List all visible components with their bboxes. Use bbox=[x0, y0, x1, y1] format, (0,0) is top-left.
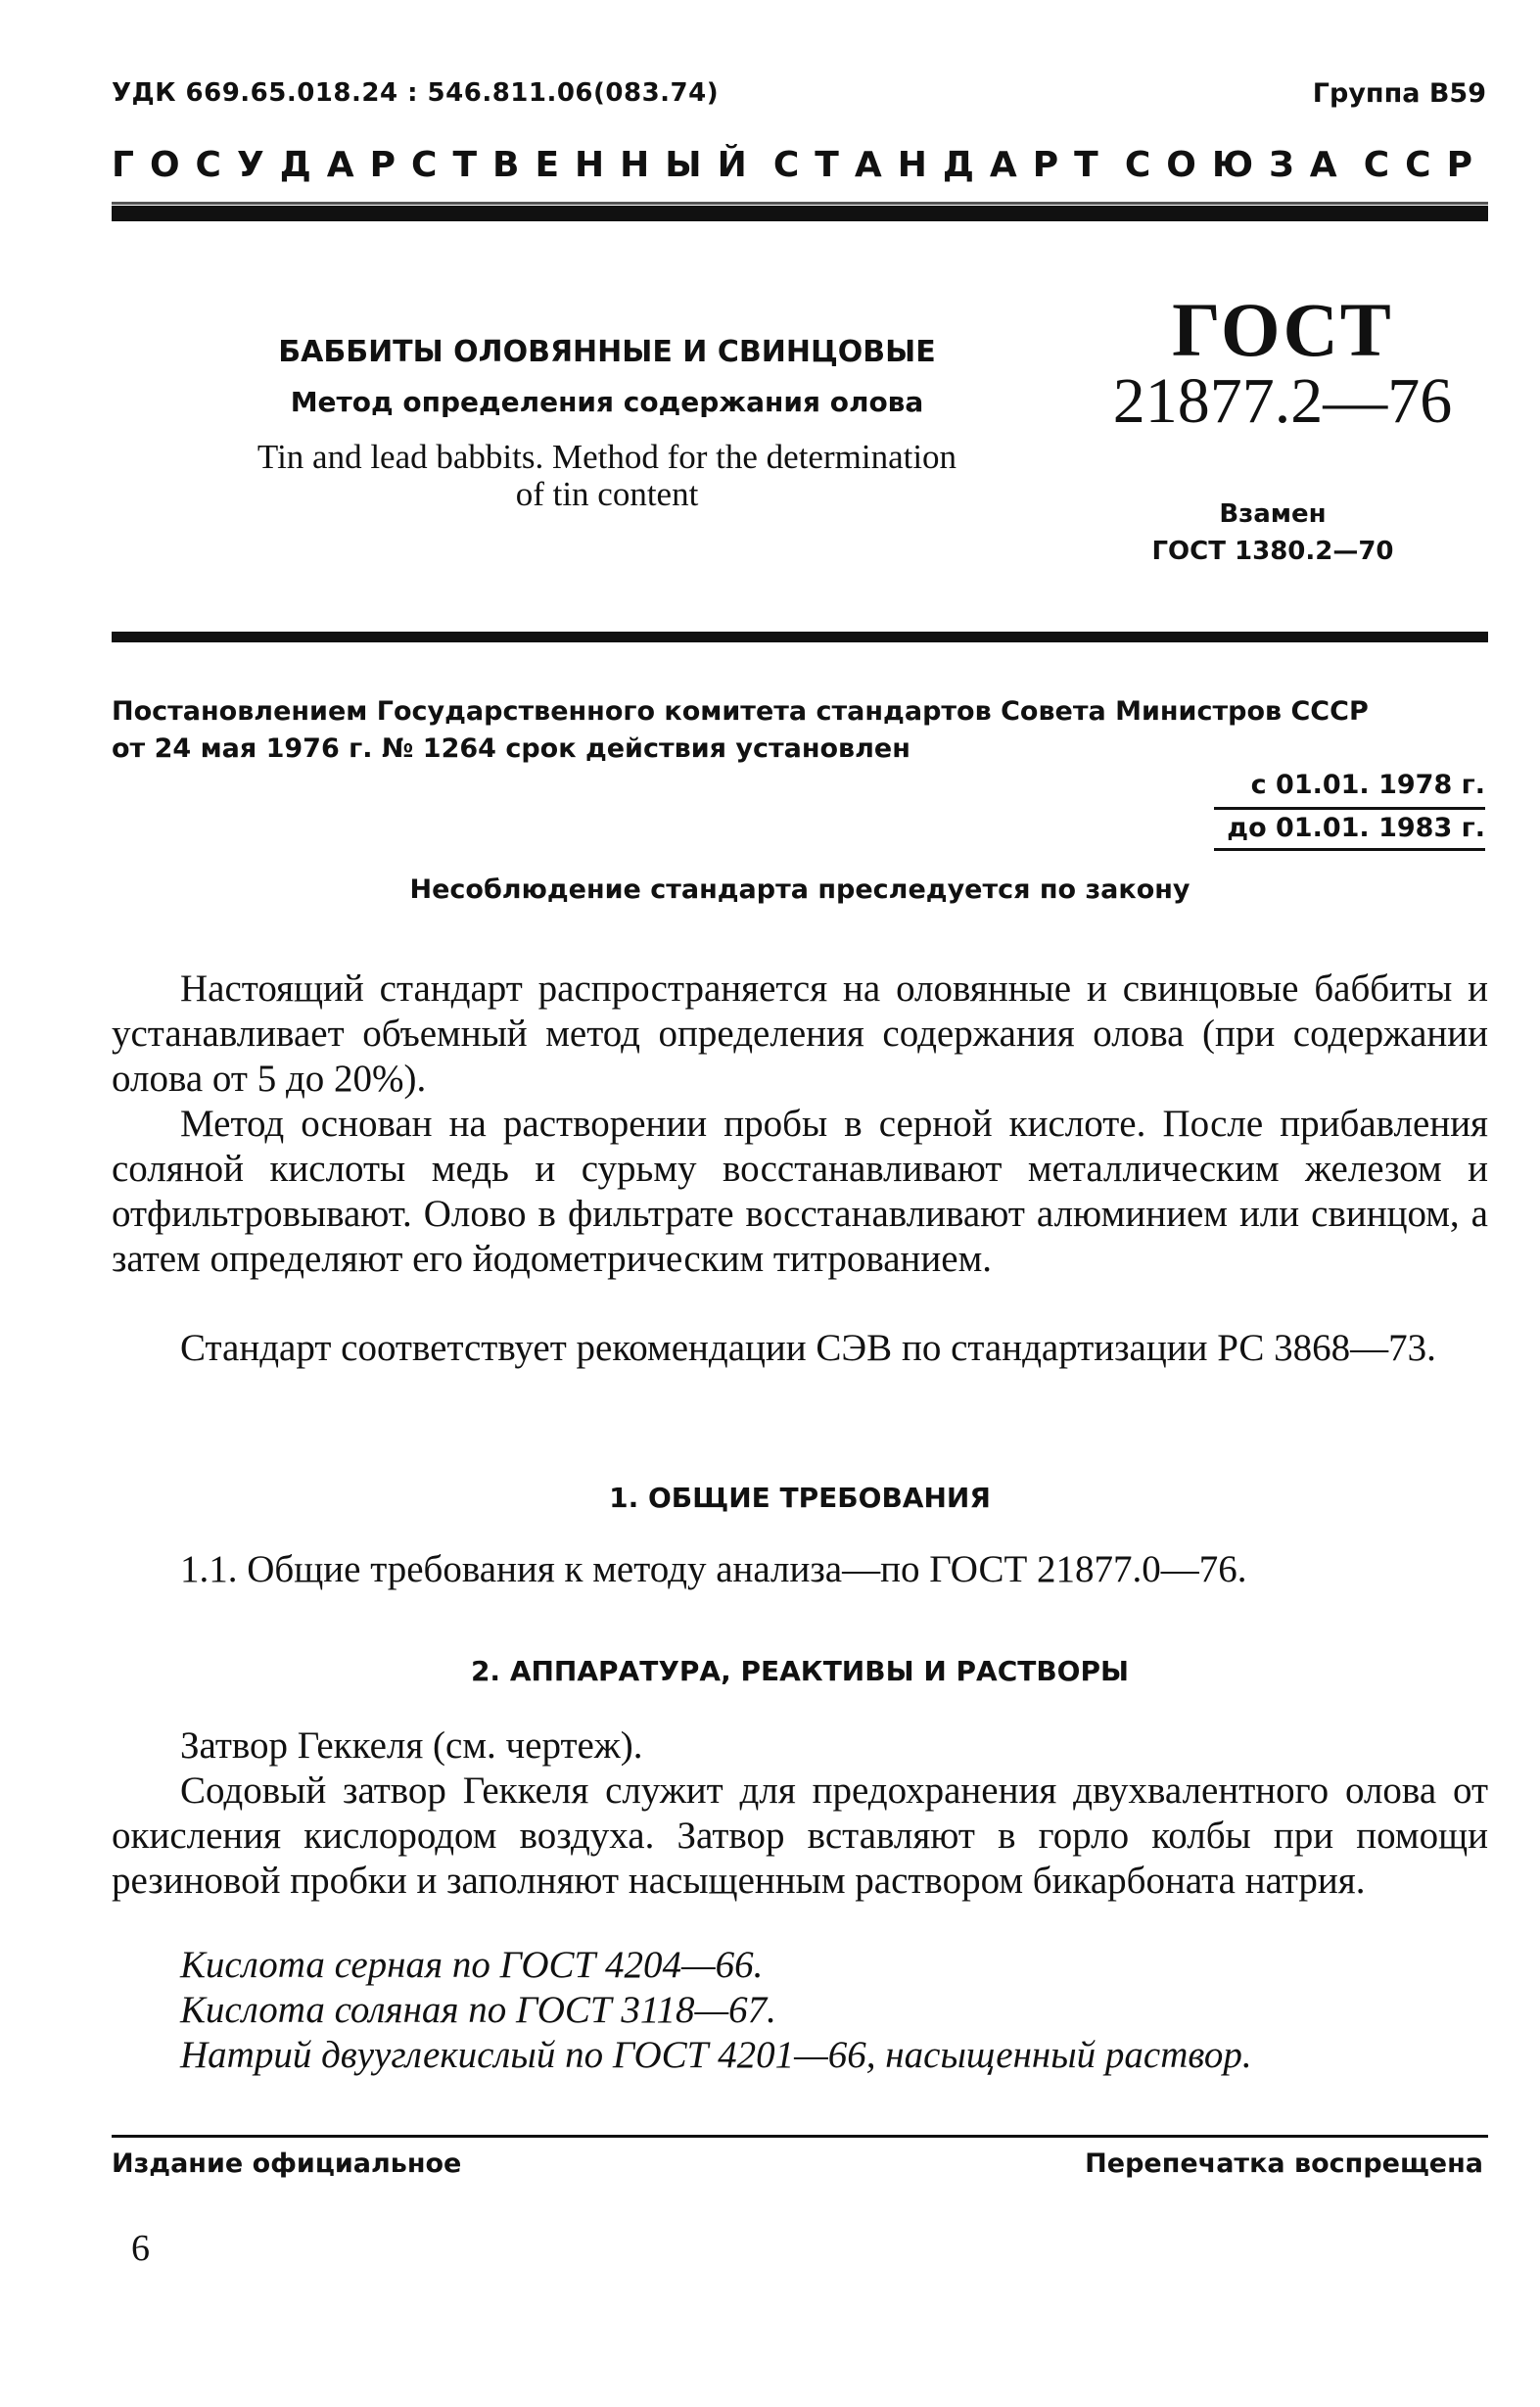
state-standard-banner bbox=[112, 145, 1488, 185]
reprint-prohibited-label: Перепечатка воспрещена bbox=[1085, 2148, 1483, 2179]
body-paragraph bbox=[112, 967, 1488, 1102]
body-paragraph bbox=[112, 1547, 1488, 1592]
paragraph-text: 1.1. Общие требования к методу анализа—по ГОСТ 21877.0—76. bbox=[180, 1548, 1247, 1590]
body-paragraph bbox=[112, 1102, 1488, 1282]
header-rule-thin bbox=[112, 202, 1488, 205]
gost-label: ГОСТ bbox=[1172, 287, 1393, 372]
replaces-label: Взамен bbox=[1219, 499, 1327, 529]
title-en bbox=[137, 439, 1077, 513]
section-heading: 1. ОБЩИЕ ТРЕБОВАНИЯ bbox=[609, 1482, 991, 1514]
banner-word: ГОСУДАРСТВЕННЫЙ bbox=[112, 145, 763, 185]
body-paragraph bbox=[112, 1723, 1488, 1769]
replaces-block bbox=[1106, 496, 1439, 570]
body-paragraph bbox=[112, 1326, 1488, 1371]
body-paragraph bbox=[112, 1988, 1488, 2033]
date-underline bbox=[1214, 848, 1485, 851]
title-en-line: of tin content bbox=[515, 475, 699, 513]
gost-number: 21877.2—76 bbox=[1112, 365, 1453, 437]
resolution-line: от 24 мая 1976 г. № 1264 срок действия установлен bbox=[112, 733, 910, 764]
paragraph-text: Метод основан на растворении пробы в серной кислоте. После прибавления соляной кислоты медь и сурьму восстанавливают металлическим железом и отфильтровывают. Олово в фильтрате восстанавливают алюминием или свинцом, а затем определяют его йодометрическим титрованием. bbox=[112, 1103, 1488, 1280]
banner-word: СОЮЗА bbox=[1124, 145, 1353, 185]
paragraph-text: Кислота серная по ГОСТ 4204—66. bbox=[180, 1944, 764, 1986]
paragraph-text: Натрий двууглекислый по ГОСТ 4201—66, насыщенный раствор. bbox=[180, 2034, 1252, 2076]
title-en-line: Tin and lead babbits. Method for the determination bbox=[257, 438, 957, 476]
title-ru: БАББИТЫ ОЛОВЯННЫЕ И СВИНЦОВЫЕ bbox=[278, 335, 936, 369]
title-divider bbox=[112, 632, 1488, 642]
resolution-text bbox=[112, 693, 1488, 768]
body-paragraph bbox=[112, 1943, 1488, 1988]
footer-rule bbox=[112, 2135, 1488, 2138]
official-edition-label: Издание официальное bbox=[112, 2148, 462, 2179]
paragraph-text: Кислота соляная по ГОСТ 3118—67. bbox=[180, 1989, 776, 2031]
legal-notice: Несоблюдение стандарта преследуется по закону bbox=[409, 874, 1190, 905]
banner-word: ССР bbox=[1363, 145, 1488, 185]
valid-to-date: до 01.01. 1983 г. bbox=[1227, 813, 1485, 843]
paragraph-text: Затвор Геккеля (см. чертеж). bbox=[180, 1724, 643, 1767]
body-paragraph bbox=[112, 2033, 1488, 2078]
paragraph-text: Содовый затвор Геккеля служит для предохранения двухвалентного олова от окисления кислородом воздуха. Затвор вставляют в горло колбы при помощи резиновой пробки и заполняют насыщенным раствором бикарбоната натрия. bbox=[112, 1770, 1488, 1902]
group-code: Группа В59 bbox=[1312, 78, 1486, 109]
page-number: 6 bbox=[131, 2228, 150, 2269]
date-underline bbox=[1214, 807, 1485, 810]
replaces-value: ГОСТ 1380.2—70 bbox=[1151, 537, 1394, 566]
udk-code: УДК 669.65.018.24 : 546.811.06(083.74) bbox=[112, 78, 720, 108]
paragraph-text: Настоящий стандарт распространяется на оловянные и свинцовые баббиты и устанавливает объемный метод определения содержания олова (при содержании олова от 5 до 20%). bbox=[112, 968, 1488, 1100]
paragraph-text: Стандарт соответствует рекомендации СЭВ по стандартизации РС 3868—73. bbox=[180, 1327, 1436, 1369]
header-rule bbox=[112, 206, 1488, 221]
body-paragraph bbox=[112, 1769, 1488, 1904]
valid-from-date: с 01.01. 1978 г. bbox=[1250, 770, 1485, 800]
subtitle-ru: Метод определения содержания олова bbox=[290, 386, 924, 418]
section-heading: 2. АППАРАТУРА, РЕАКТИВЫ И РАСТВОРЫ bbox=[470, 1655, 1130, 1687]
banner-word: СТАНДАРТ bbox=[772, 145, 1114, 185]
resolution-line: Постановлением Государственного комитета стандартов Совета Министров СССР bbox=[112, 696, 1369, 727]
